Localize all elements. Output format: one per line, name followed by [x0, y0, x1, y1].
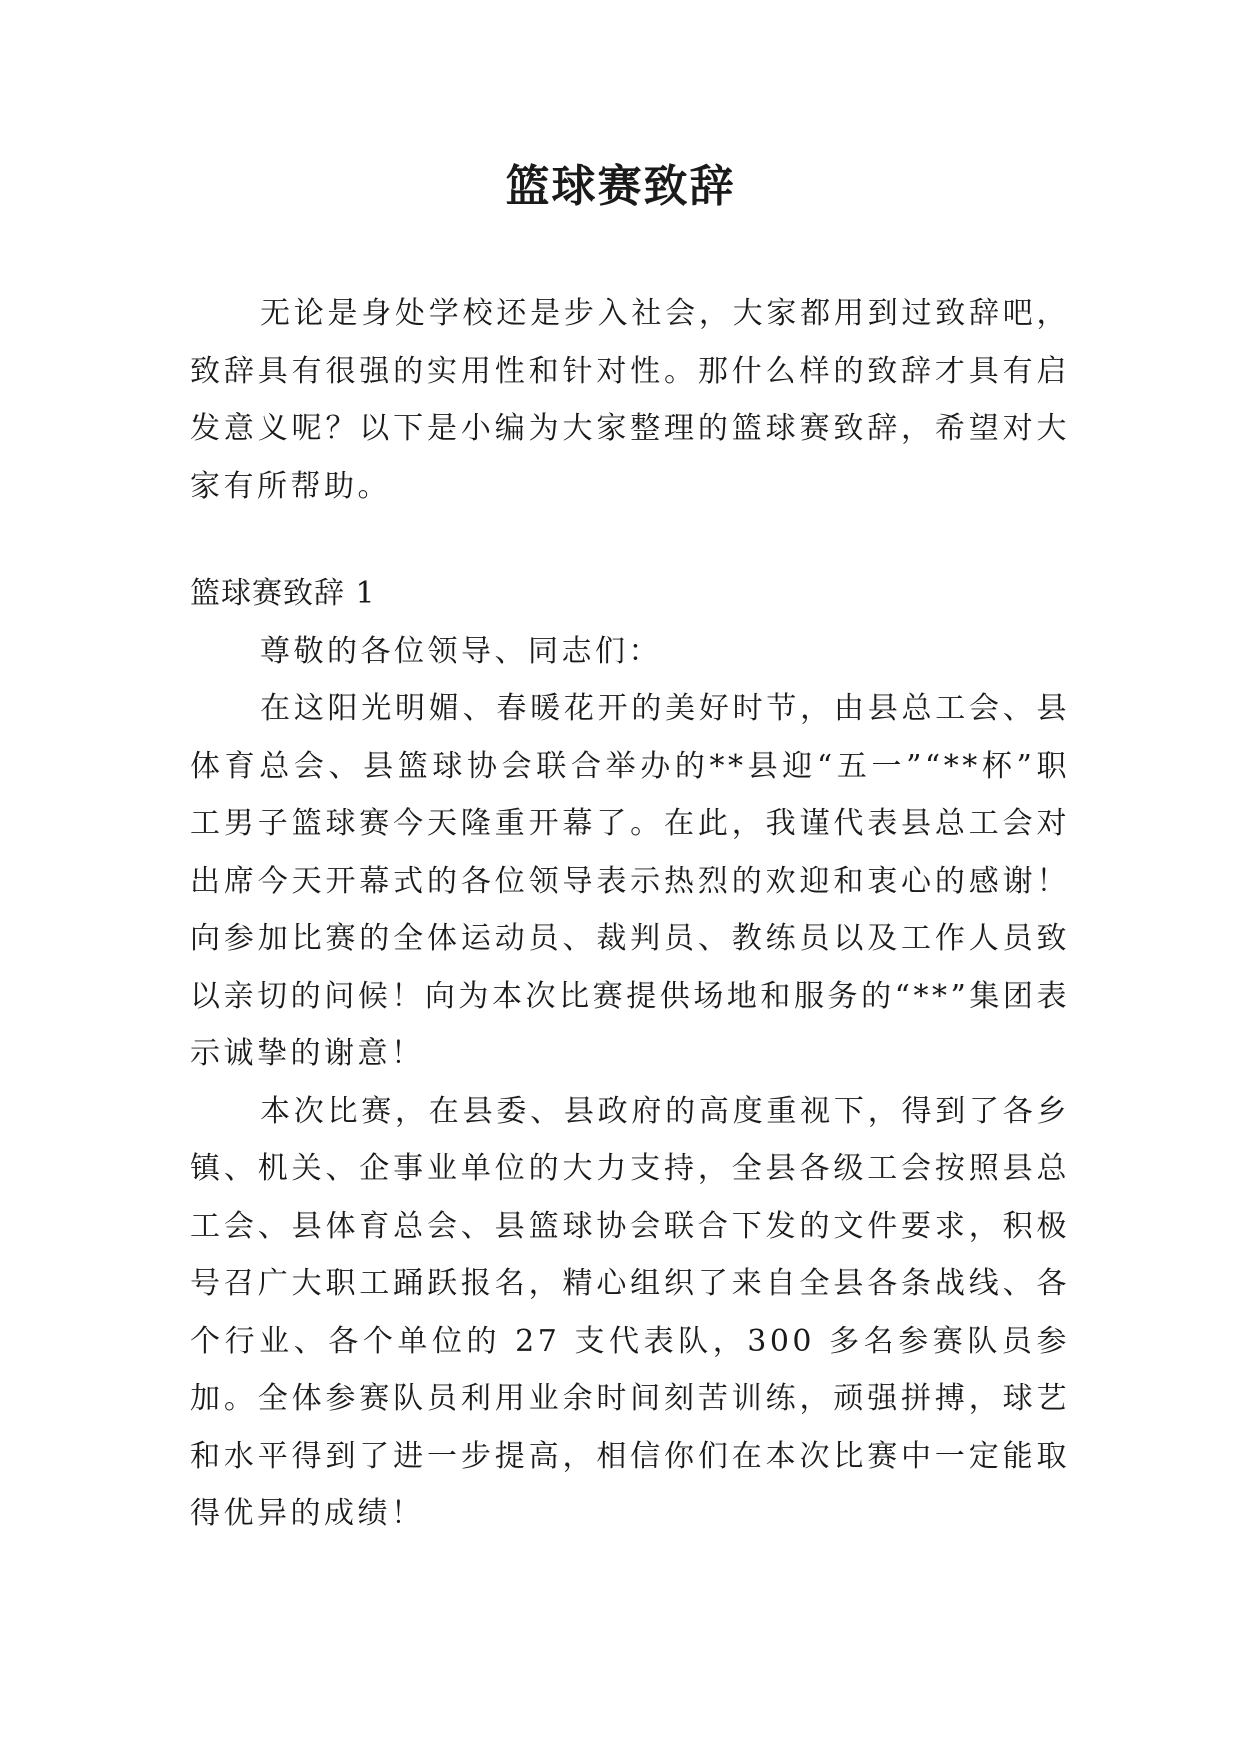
salutation: 尊敬的各位领导、同志们：: [260, 633, 662, 669]
body-paragraph-1: 在这阳光明媚、春暖花开的美好时节，由县总工会、县体育总会、县篮球协会联合举办的**县迎“五一”“**杯”职工男子篮球赛今天隆重开幕了。在此，我谨代表县总工会对出席今天开幕式的各位领导表示热烈的欢迎和衷心的感谢！向参加比赛的全体运动员、裁判员、教练员以及工作人员致以亲切的问候！向为本次比赛提供场地和服务的“**”集团表示诚挚的谢意！: [190, 691, 1070, 1071]
body-paragraph-2: 本次比赛，在县委、县政府的高度重视下，得到了各乡镇、机关、企事业单位的大力支持，全县各级工会按照县总工会、县体育总会、县篮球协会联合下发的文件要求，积极号召广大职工踊跃报名，精心组织了来自全县各条战线、各个行业、各个单位的 27 支代表队，300 多名参赛队员参加。全体参赛队员利用业余时间刻苦训练，顽强拼搏，球艺和水平得到了进一步提高，相信你们在本次比赛中一定能取得优异的成绩！: [190, 1093, 1070, 1531]
document-body: [190, 285, 1070, 1543]
intro-paragraph: 无论是身处学校还是步入社会，大家都用到过致辞吧，致辞具有很强的实用性和针对性。那什么样的致辞才具有启发意义呢？以下是小编为大家整理的篮球赛致辞，希望对大家有所帮助。: [190, 296, 1070, 504]
section-spacer: [190, 515, 1070, 565]
section-heading: 篮球赛致辞 1: [190, 576, 376, 611]
document-title: 篮球赛致辞: [505, 161, 736, 212]
